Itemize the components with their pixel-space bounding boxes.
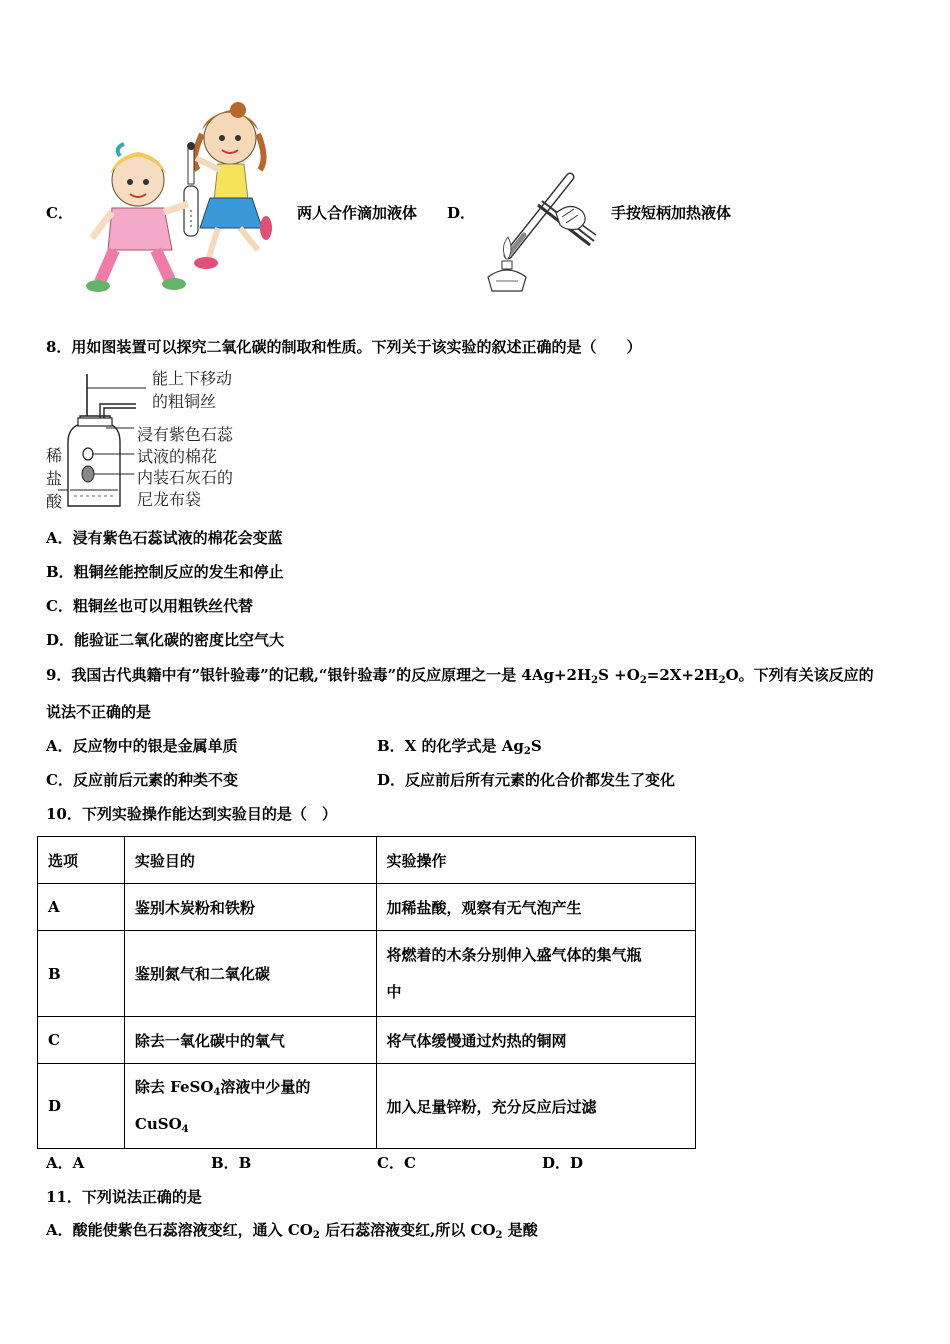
q7-option-d-label: D．	[447, 204, 476, 222]
table-row	[38, 931, 696, 1017]
q8-option-a: A．浸有紫色石蕊试液的棉花会变蓝	[46, 529, 283, 547]
row-a-option: A	[38, 884, 125, 931]
q8-option-b: B．粗铜丝能控制反应的发生和停止	[46, 563, 284, 581]
q9-option-c: C．反应前后元素的种类不变	[46, 771, 238, 789]
row-a-operation: 加稀盐酸，观察有无气泡产生	[376, 884, 695, 931]
row-d-option: D	[38, 1064, 125, 1149]
header-option: 选项	[38, 837, 125, 884]
fig-label-bag-2: 尼龙布袋	[137, 490, 202, 509]
row-b-purpose: 鉴别氮气和二氧化碳	[124, 931, 376, 1017]
q9-option-d: D．反应前后所有元素的化合价都发生了变化	[377, 771, 676, 789]
row-b-option: B	[38, 931, 125, 1017]
q8-option-d: D．能验证二氧化碳的密度比空气大	[46, 631, 285, 649]
q10-answer-b: B．B	[211, 1154, 252, 1172]
row-a-purpose: 鉴别木炭粉和铁粉	[124, 884, 376, 931]
fig-label-wire-1: 能上下移动	[152, 369, 233, 388]
fig-label-acid-2: 盐	[46, 469, 63, 488]
table-row	[38, 1064, 696, 1149]
q10-answer-a: A．A	[46, 1154, 85, 1172]
table-row	[38, 884, 696, 931]
q10-answer-c: C．C	[377, 1154, 416, 1172]
q7-option-c-label: C．	[46, 204, 73, 222]
fig-label-acid-3: 酸	[46, 492, 63, 511]
row-c-purpose: 除去一氧化碳中的氧气	[124, 1017, 376, 1064]
heating-test-tube-illustration	[478, 165, 603, 295]
q9-option-b: B．X 的化学式是 $Ag_2S$	[377, 737, 542, 757]
table-header-row	[38, 837, 696, 884]
q7-option-c-text: 两人合作滴加液体	[297, 204, 418, 222]
q10-stem: 10．下列实验操作能达到实验目的是（ ）	[46, 805, 337, 823]
fig-label-wire-2: 的粗铜丝	[152, 392, 217, 411]
q8-option-c: C．粗铜丝也可以用粗铁丝代替	[46, 597, 253, 615]
q9-stem: 9．我国古代典籍中有”银针验毒”的记载,“银针验毒”的反应原理之一是 $4Ag+2H_2S +O_2=2X+2H_2O$。下列有关该反应的	[46, 666, 874, 686]
table-row	[38, 1017, 696, 1064]
row-b-operation: 将燃着的木条分别伸入盛气体的集气瓶 中	[376, 931, 695, 1017]
row-c-operation: 将气体缓慢通过灼热的铜网	[376, 1017, 695, 1064]
q8-stem: 8．用如图装置可以探究二氧化碳的制取和性质。下列关于该实验的叙述正确的是（ ）	[46, 338, 642, 356]
q11-stem: 11．下列说法正确的是	[46, 1188, 202, 1206]
row-d-purpose: 除去 FeSO$_4$溶液中少量的 CuSO$_4$	[124, 1064, 376, 1149]
fig-label-bag-1: 内装石灰石的	[137, 468, 234, 487]
fig-label-acid-1: 稀	[46, 446, 63, 465]
q7-option-d-text: 手按短柄加热液体	[611, 204, 732, 222]
children-dropper-illustration	[80, 100, 295, 295]
q10-answer-d: D．D	[542, 1154, 584, 1172]
q11-option-a: A．酸能使紫色石蕊溶液变红，通入 $CO_2$ 后石蕊溶液变红,所以 $CO_2$ 是酸	[46, 1221, 538, 1241]
experiment-table	[37, 836, 696, 1149]
q9-stem-line2: 说法不正确的是	[46, 703, 152, 721]
header-purpose: 实验目的	[124, 837, 376, 884]
fig-label-cotton-1: 浸有紫色石蕊	[137, 425, 234, 444]
q9-option-a: A．反应物中的银是金属单质	[46, 737, 238, 755]
fig-label-cotton-2: 试液的棉花	[137, 447, 218, 466]
row-c-option: C	[38, 1017, 125, 1064]
header-operation: 实验操作	[376, 837, 695, 884]
row-d-operation: 加入足量锌粉，充分反应后过滤	[376, 1064, 695, 1149]
